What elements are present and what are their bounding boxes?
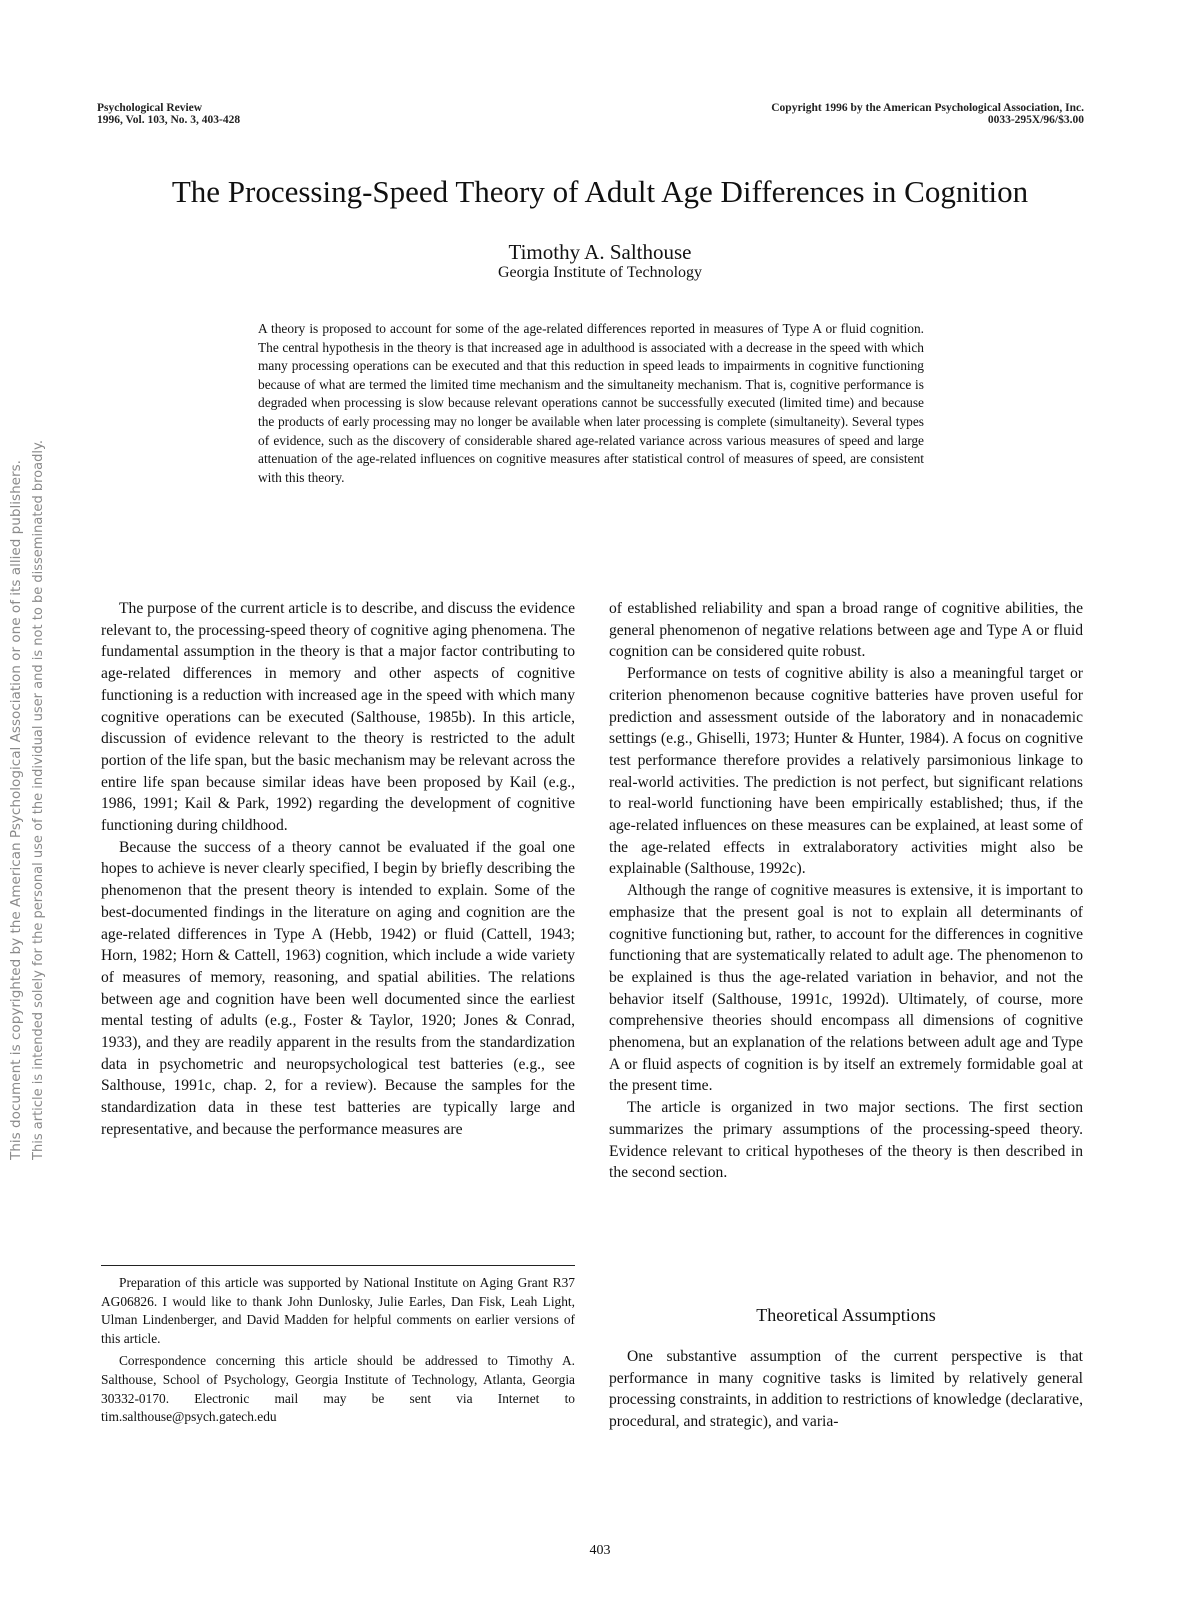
side-notice-line-1: This document is copyrighted by the American Psychological Association or one of its allied publishers.	[8, 463, 24, 1160]
section-heading: Theoretical Assumptions	[756, 1305, 936, 1325]
price-code: 0033-295X/96/$3.00	[987, 114, 1084, 126]
journal-name: Psychological Review	[97, 102, 203, 114]
footnote-divider	[101, 1265, 575, 1266]
abstract: A theory is proposed to account for some of the age-related differences reported in measures of Type A or fluid cognition. The central hypothesis in the theory is that increased age in adulthood is associated with a decrease in the speed with which many processing operations can be executed and that this reduction in speed leads to impairments in cognitive functioning because of what are termed the limited time mechanism and the simultaneity mechanism. That is, cognitive performance is degraded when processing is slow because relevant operations cannot be successfully executed (limited time) and because the products of early processing may no longer be available when later processing is complete (simultaneity). Several types of evidence, such as the discovery of considerable shared age-related variance across various measures of speed and large attenuation of the age-related influences on cognitive measures after statistical control of measures of speed, are consistent with this theory.	[258, 321, 924, 485]
author-name: Timothy A. Salthouse	[508, 240, 692, 264]
body-column-left	[101, 598, 575, 1141]
footnotes	[101, 1274, 575, 1431]
body-paragraph: Performance on tests of cognitive ability is also a meaningful target or criterion phenomenon because cognitive batteries have proven useful for prediction and assessment outside of the laboratory and in nonacademic settings (e.g., Ghiselli, 1973; Hunter & Hunter, 1984). A focus on cognitive test performance therefore provides a relatively parsimonious linkage to real-world activities. The prediction is not perfect, but significant relations to real-world functioning have been empirically established; thus, if the age-related influences on these measures can be explained, at least some of the age-related effects in extralaboratory activities might also be explainable (Salthouse, 1992c).	[609, 665, 1083, 878]
body-paragraph-continued: of established reliability and span a broad range of cognitive abilities, the general phenomenon of negative relations between age and Type A or fluid cognition can be considered quite robust.	[609, 600, 1083, 661]
body-paragraph: The purpose of the current article is to describe, and discuss the evidence relevant to, the processing-speed theory of cognitive aging phenomena. The fundamental assumption in the theory is that a major factor contributing to age-related differences in memory and other aspects of cognitive functioning is a reduction with increased age in the speed with which many cognitive operations can be executed (Salthouse, 1985b). In this article, discussion of evidence relevant to the theory is restricted to the adult portion of the life span, but the basic mechanism may be relevant across the entire life span because similar ideas have been proposed by Kail (e.g., 1986, 1991; Kail & Park, 1992) regarding the development of cognitive functioning during childhood.	[101, 600, 575, 835]
body-paragraph: The article is organized in two major sections. The first section summarizes the primary assumptions of the processing-speed theory. Evidence relevant to critical hypotheses of the theory is then described in the second section.	[609, 1099, 1083, 1182]
body-paragraph: Although the range of cognitive measures is extensive, it is important to emphasize that the present goal is not to explain all determinants of cognitive functioning but, rather, to account for the differences in cognitive functioning that are systematically related to adult age. The phenomenon to be explained is thus the age-related variation in behavior, and not the behavior itself (Salthouse, 1991c, 1992d). Ultimately, of course, more comprehensive theories should encompass all dimensions of cognitive phenomena, but an explanation of the relations between adult age and Type A or fluid aspects of cognition is by itself an extremely formidable goal at the present time.	[609, 882, 1083, 1095]
body-column-right	[609, 598, 1083, 1184]
footnote-acknowledgment: Preparation of this article was supported by National Institute on Aging Grant R37 AG06826. I would like to thank John Dunlosky, Julie Earles, Dan Fisk, Leah Light, Ulman Lindenberger, and David Madden for helpful comments on earlier versions of this article.	[101, 1275, 575, 1346]
copyright-header	[771, 102, 1084, 126]
footnote-correspondence: Correspondence concerning this article should be addressed to Timothy A. Salthouse, School of Psychology, Georgia Institute of Technology, Atlanta, Georgia 30332-0170. Electronic mail may be sent via Internet to tim.salthouse@psych.gatech.edu	[101, 1353, 575, 1425]
section-body	[609, 1346, 1083, 1433]
page-number: 403	[589, 1543, 611, 1558]
journal-citation: 1996, Vol. 103, No. 3, 403-428	[97, 114, 241, 126]
side-notice-line-2: This article is intended solely for the personal use of the individual user and is not to be disseminated broadly.	[30, 413, 46, 1160]
body-paragraph: Because the success of a theory cannot be evaluated if the goal one hopes to achieve is never clearly specified, I begin by briefly describing the phenomenon that the present theory is intended to explain. Some of the best-documented findings in the literature on aging and cognition are the age-related differences in Type A (Hebb, 1942) or fluid (Cattell, 1943; Horn, 1982; Horn & Cattell, 1963) cognition, which include a wide variety of measures of memory, reasoning, and spatial abilities. The relations between age and cognition have been well documented since the earliest mental testing of adults (e.g., Foster & Taylor, 1920; Jones & Conrad, 1933), and they are readily apparent in the results from the standardization data in psychometric and neuropsychological test batteries (e.g., see Salthouse, 1991c, chap. 2, for a review). Because the samples for the standardization data in these test batteries are typically large and representative, and because the performance measures are	[101, 838, 575, 1138]
journal-header	[97, 102, 240, 126]
copyright-side-notice	[0, 0, 60, 1599]
author-affiliation: Georgia Institute of Technology	[497, 264, 703, 281]
article-title: The Processing-Speed Theory of Adult Age Differences in Cognition	[171, 174, 1029, 209]
body-paragraph: One substantive assumption of the current perspective is that performance in many cognitive tasks is limited by relatively general processing constraints, in addition to restrictions of knowledge (declarative, procedural, and strategic), and varia-	[609, 1348, 1083, 1431]
copyright-line: Copyright 1996 by the American Psychological Association, Inc.	[771, 102, 1084, 114]
